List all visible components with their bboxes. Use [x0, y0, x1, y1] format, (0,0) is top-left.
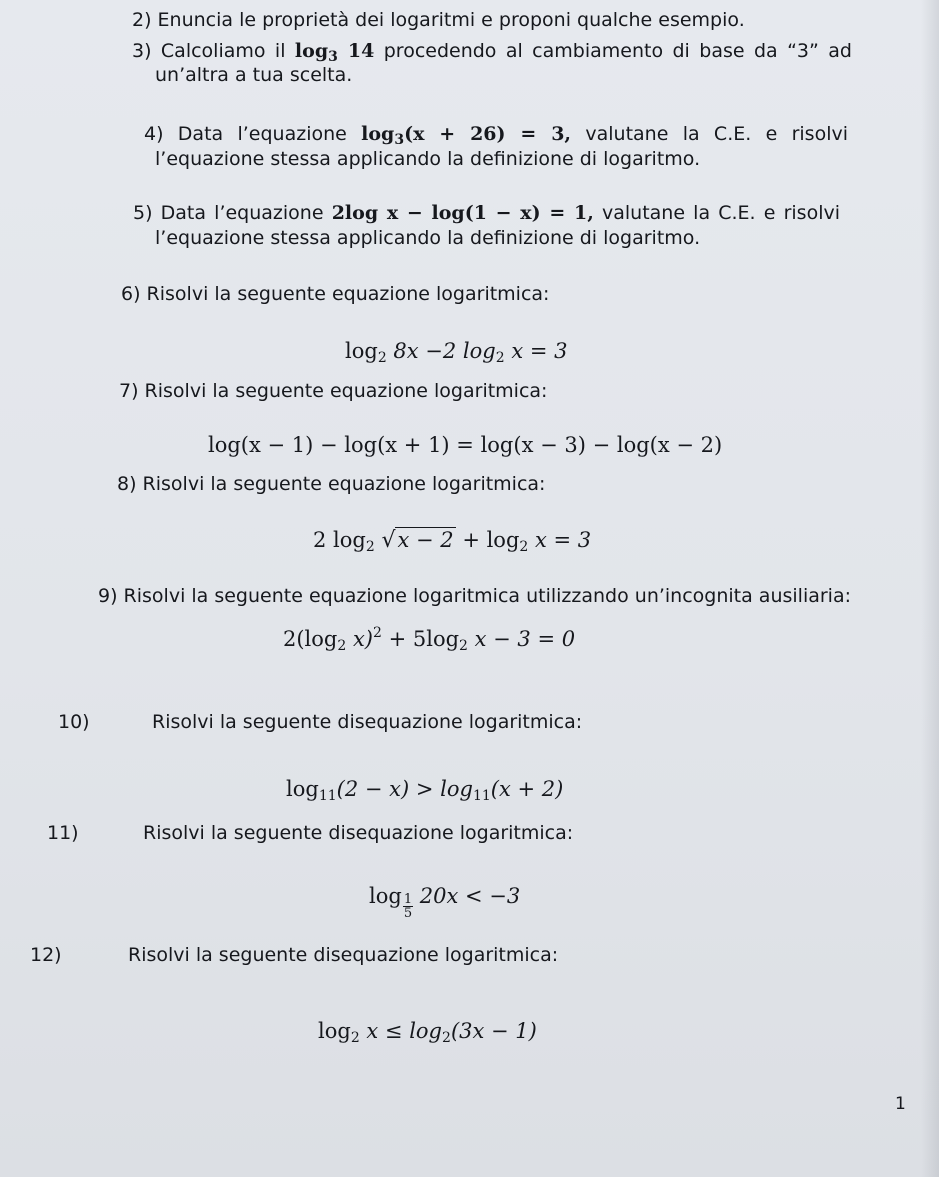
question-12: Risolvi la seguente disequazione logaritmica: [128, 944, 559, 966]
question-5-tail: valutane la C.E. e risolvi [601, 202, 841, 224]
question-8-equation: 2 $\log_2 √x - 2 + \log_2 x = 3$ [313, 528, 592, 555]
question-3-rest: procedendo al cambiamento di base da “3” ad [383, 40, 852, 62]
question-11: Risolvi la seguente disequazione logaritmica: [143, 822, 574, 844]
question-5-equation: 2log x − log(1 − x) = 1, [331, 202, 594, 224]
question-4-lead: 4) Data l’equazione [144, 123, 347, 145]
question-10: Risolvi la seguente disequazione logaritmica: [152, 711, 583, 733]
square-root: √x − 2 [381, 528, 454, 553]
question-7-equation: log(x − 1) − log(x + 1) = log(x − 3) − log(x − 2) [208, 433, 723, 457]
question-2-text: 2) Enuncia le proprietà dei logaritmi e proponi qualche esempio. [132, 9, 745, 31]
question-4-tail: valutane la C.E. e risolvi [585, 123, 848, 145]
question-4 [144, 123, 848, 148]
question-3-log: $\log_3 14$ [294, 40, 375, 65]
question-5 [133, 202, 840, 224]
question-9-equation: $2(\log_2$ $x)^2 + 5\log_2$ x − 3 = 0 [283, 625, 576, 654]
question-4-equation: $\log_3(x + 26) = 3$, [361, 123, 572, 148]
question-7: 7) Risolvi la seguente equazione logaritmica: [119, 380, 548, 402]
question-10-equation: $\log_{11}(2 - x) > \log_{11}(x + 2)$ [286, 777, 564, 804]
page-edge-shadow [921, 0, 939, 1177]
page-number: 1 [895, 1094, 906, 1114]
question-3-line2: un’altra a tua scelta. [155, 64, 353, 86]
question-11-number: 11) [47, 822, 79, 844]
question-6: 6) Risolvi la seguente equazione logaritmica: [121, 283, 550, 305]
question-3-lead: 3) Calcoliamo il [132, 40, 286, 62]
question-8: 8) Risolvi la seguente equazione logaritmica: [117, 473, 546, 495]
question-5-line2: l’equazione stessa applicando la definizione di logaritmo. [155, 227, 701, 249]
question-12-equation: $\log_2 x \le \log_2(3x - 1)$ [318, 1019, 537, 1046]
question-3 [132, 40, 852, 65]
question-5-lead: 5) Data l’equazione [133, 202, 324, 224]
question-2 [132, 9, 745, 31]
fraction-base: $\frac{1}{5}$ [403, 892, 413, 921]
question-9: 9) Risolvi la seguente equazione logaritmica utilizzando un’incognita ausiliaria: [98, 585, 852, 607]
question-4-line2: l’equazione stessa applicando la definizione di logaritmo. [155, 148, 701, 170]
question-6-equation: $\log_2 8x -2$ $\log_2 x = 3$ [345, 339, 568, 366]
question-12-number: 12) [30, 944, 62, 966]
question-11-equation: log $\frac{1}{5}$ 20x < −3 [369, 884, 521, 921]
question-10-number: 10) [58, 711, 90, 733]
